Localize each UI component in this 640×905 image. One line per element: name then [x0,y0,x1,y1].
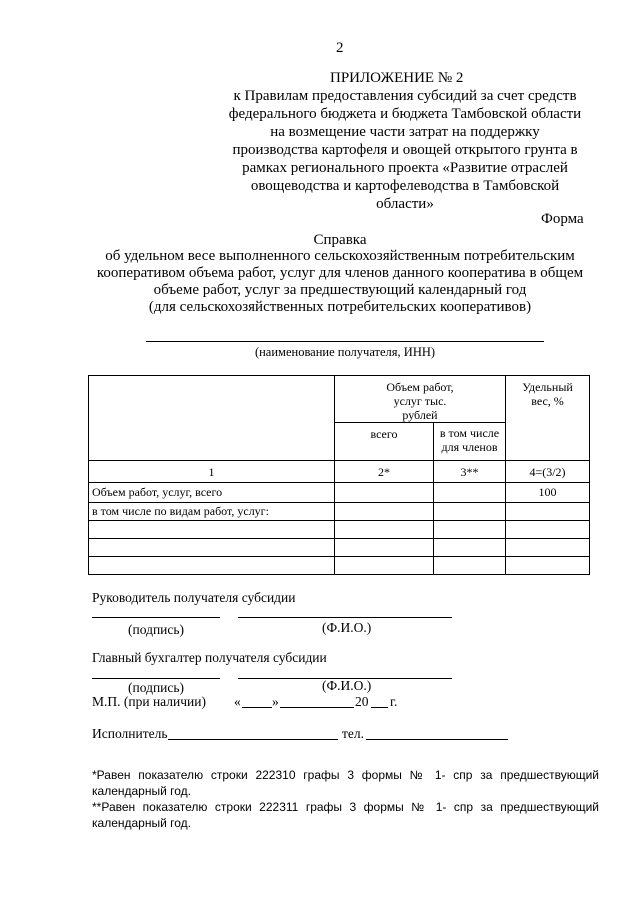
cell-total [335,557,434,575]
cell-members [434,483,506,503]
head-signature-line [92,617,220,618]
cell-members [434,539,506,557]
cell-share [506,503,590,521]
appendix-line: области» [376,196,434,212]
cell-total [335,483,434,503]
head-name-caption: (Ф.И.О.) [322,620,372,635]
document-subtitle-line: кооперативом объема работ, услуг для членов данного кооператива в общем [96,265,584,281]
date-year-line [371,707,388,708]
row-label [89,539,335,557]
form-label: Форма [541,211,584,227]
accountant-title: Главный бухгалтер получателя субсидии [92,650,327,665]
appendix-line: федерального бюджета и бюджета Тамбовской области [228,106,582,122]
column-number: 1 [89,461,335,483]
cell-total [335,521,434,539]
appendix-line: рамках регионального проекта «Развитие отраслей [242,160,568,176]
row-label [89,557,335,575]
date-year-prefix: 20 [355,694,369,709]
header-total: всего [335,423,434,461]
cell-share [506,539,590,557]
accountant-signature-caption: (подпись) [128,680,185,695]
appendix-line: овощеводства и картофелеводства в Тамбовской [250,178,560,194]
appendix-line: на возмещение части затрат на поддержку [270,124,540,140]
page-number: 2 [336,40,344,56]
phone-label: тел. [342,726,365,741]
accountant-signature-line [92,678,220,679]
header-cell-empty [89,376,335,461]
accountant-name-caption: (Ф.И.О.) [322,678,372,693]
table-row [89,521,590,539]
column-number: 4=(3/2) [506,461,590,483]
recipient-caption: (наименование получателя, ИНН) [254,345,436,359]
cell-members [434,521,506,539]
appendix-title: ПРИЛОЖЕНИЕ № 2 [330,70,464,86]
row-label: в том числе по видам работ, услуг: [89,503,335,521]
executor-label: Исполнитель [92,726,168,741]
head-title: Руководитель получателя субсидии [92,590,296,605]
document-subtitle-line: (для сельскохозяйственных потребительских кооперативов) [148,299,532,315]
cell-share [506,557,590,575]
cell-members [434,557,506,575]
header-share: Удельный вес, % [506,376,590,461]
appendix-line: производства картофеля и овощей открытого грунта в [232,142,578,158]
data-table [88,375,590,575]
date-month-line [280,707,354,708]
column-number: 3** [434,461,506,483]
date-open-quote: « [234,694,241,709]
recipient-line [146,341,544,342]
footnote-1-line1: *Равен показателю строки 222310 графы 3 формы № 1- спр за предшествующий [92,768,599,782]
row-label: Объем работ, услуг, всего [89,483,335,503]
cell-members [434,503,506,521]
phone-line [366,739,508,740]
document-subtitle-line: объеме работ, услуг за предшествующий календарный год [153,282,527,298]
cell-total [335,503,434,521]
cell-share: 100 [506,483,590,503]
head-signature-caption: (подпись) [128,622,185,637]
column-number: 2* [335,461,434,483]
cell-share [506,521,590,539]
head-name-line [238,617,452,618]
document-title: Справка [313,232,367,248]
header-members: в том числе для членов [434,423,506,461]
date-year-suffix: г. [390,694,398,709]
date-day-line [242,707,272,708]
table-row [89,503,590,521]
seal-label: М.П. (при наличии) [92,694,206,709]
footnote-2-line2: календарный год. [92,816,191,830]
footnote-2-line1: **Равен показателю строки 222311 графы 3 формы № 1- спр за предшествующий [92,800,599,814]
table-row [89,483,590,503]
executor-line [168,739,338,740]
column-number-row [89,461,590,483]
appendix-line: к Правилам предоставления субсидий за счет средств [233,88,577,104]
date-close-quote: » [272,694,279,709]
table-row [89,539,590,557]
document-subtitle-line: об удельном весе выполненного сельскохозяйственным потребительским [105,248,575,264]
row-label [89,521,335,539]
table-row [89,557,590,575]
footnote-1-line2: календарный год. [92,784,191,798]
cell-total [335,539,434,557]
header-volume: Объем работ, услуг тыс. рублей [335,376,506,423]
